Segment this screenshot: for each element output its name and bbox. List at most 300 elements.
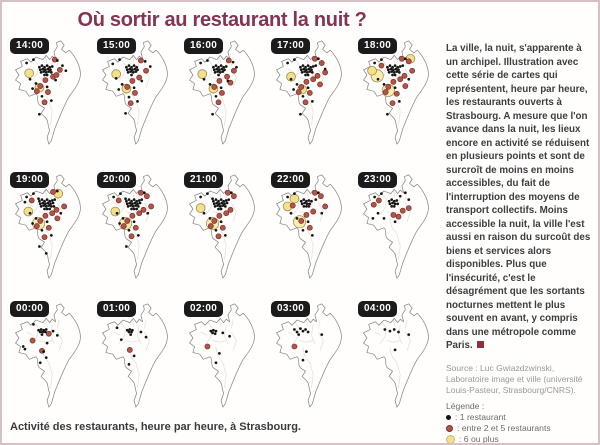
restaurant-dot xyxy=(52,202,55,205)
restaurant-dot xyxy=(373,196,376,199)
restaurant-dot xyxy=(308,205,311,208)
district-line xyxy=(45,56,47,64)
restaurant-dot xyxy=(45,89,50,94)
restaurant-dot xyxy=(221,204,224,207)
restaurant-dot xyxy=(46,74,49,77)
restaurant-dot xyxy=(217,208,220,211)
restaurant-dot xyxy=(129,70,132,73)
restaurant-dot xyxy=(128,101,133,106)
restaurant-dot xyxy=(227,198,230,201)
restaurant-dot xyxy=(390,198,393,201)
restaurant-dot xyxy=(225,199,228,202)
restaurant-dot xyxy=(133,208,136,211)
restaurant-dot xyxy=(318,194,323,199)
restaurant-dot xyxy=(216,204,219,207)
restaurant-dot xyxy=(32,58,35,61)
restaurant-dot xyxy=(41,64,44,67)
restaurant-dot xyxy=(111,207,120,216)
legend xyxy=(446,401,594,444)
restaurant-dot xyxy=(389,202,392,205)
restaurant-dot xyxy=(388,200,391,203)
strasbourg-map xyxy=(7,303,94,425)
restaurant-dot xyxy=(140,331,143,334)
restaurant-dot xyxy=(311,100,314,103)
restaurant-dot xyxy=(56,59,59,62)
restaurant-dot xyxy=(221,68,224,71)
restaurant-dot xyxy=(56,190,59,193)
restaurant-dot xyxy=(48,208,51,211)
time-badge: 23:00 xyxy=(358,172,397,188)
strasbourg-map xyxy=(181,174,268,296)
map-cell xyxy=(355,299,442,423)
restaurant-dot xyxy=(137,75,142,80)
district-line xyxy=(119,59,126,81)
time-badge: 17:00 xyxy=(271,38,310,54)
restaurant-dot xyxy=(299,218,304,223)
restaurant-dot xyxy=(301,202,304,205)
restaurant-dot xyxy=(139,202,142,205)
restaurant-dot xyxy=(406,59,411,64)
district-line xyxy=(206,59,213,81)
restaurant-dot xyxy=(64,69,67,72)
restaurant-dot xyxy=(407,198,410,201)
restaurant-dot xyxy=(127,71,130,74)
restaurant-dot xyxy=(61,64,64,67)
restaurant-dot xyxy=(220,225,225,230)
restaurant-dot xyxy=(116,326,119,329)
restaurant-dot xyxy=(377,212,380,215)
restaurant-dot xyxy=(393,328,396,331)
restaurant-dot xyxy=(307,74,310,77)
restaurant-dot xyxy=(296,331,299,334)
restaurant-dot xyxy=(225,74,230,79)
restaurant-dot xyxy=(42,70,45,73)
restaurant-dot xyxy=(31,222,34,225)
legend-dot-icon xyxy=(446,435,455,444)
restaurant-dot xyxy=(214,205,217,208)
restaurant-dot xyxy=(315,73,320,78)
restaurant-dot xyxy=(395,199,398,202)
restaurant-dot xyxy=(386,84,391,89)
restaurant-dot xyxy=(53,198,56,201)
map-cell xyxy=(7,36,94,170)
restaurant-dot xyxy=(50,71,53,74)
restaurant-dot xyxy=(323,204,328,209)
map-cell xyxy=(268,170,355,299)
restaurant-dot xyxy=(227,80,230,83)
restaurant-dot xyxy=(51,65,54,68)
district-line xyxy=(380,193,387,215)
restaurant-dot xyxy=(401,64,404,67)
restaurant-dot xyxy=(122,217,125,220)
restaurant-dot xyxy=(219,205,222,208)
map-cell xyxy=(7,299,94,423)
restaurant-dot xyxy=(390,70,393,73)
restaurant-dot xyxy=(226,58,231,63)
strasbourg-map xyxy=(181,40,268,162)
district-line xyxy=(318,320,320,329)
restaurant-dot xyxy=(32,323,35,326)
time-badge: 14:00 xyxy=(10,38,49,54)
restaurant-dot xyxy=(380,58,383,61)
district-line xyxy=(390,347,400,388)
restaurant-dot xyxy=(40,205,43,208)
restaurant-dot xyxy=(215,229,218,232)
restaurant-dot xyxy=(231,68,236,73)
restaurant-dot xyxy=(399,56,404,61)
restaurant-dot xyxy=(34,89,39,94)
restaurant-dot xyxy=(42,350,45,353)
restaurant-dot xyxy=(198,70,207,79)
source-credit: Source : Luc Gwiazdzwinski, Laboratoire image et ville (université Louis-Pasteur, Strasbourg/CNRS). xyxy=(446,362,583,395)
restaurant-dot xyxy=(302,229,305,232)
district-line xyxy=(144,320,146,329)
restaurant-dot xyxy=(138,190,143,195)
restaurant-dot xyxy=(134,68,137,71)
restaurant-dot xyxy=(29,78,32,81)
restaurant-dot xyxy=(299,327,302,330)
restaurant-dot xyxy=(128,96,131,99)
restaurant-dot xyxy=(406,206,411,211)
strasbourg-map xyxy=(7,174,94,296)
restaurant-dot xyxy=(130,78,135,83)
strasbourg-map xyxy=(181,303,268,425)
district-line xyxy=(132,319,134,327)
restaurant-dot xyxy=(215,68,218,71)
restaurant-dot xyxy=(112,196,115,199)
restaurant-dot xyxy=(129,234,134,239)
restaurant-dot xyxy=(199,196,202,199)
restaurant-dot xyxy=(125,245,128,248)
restaurant-dot xyxy=(119,192,122,195)
restaurant-dot xyxy=(209,217,212,220)
restaurant-dot xyxy=(128,198,131,201)
restaurant-dot xyxy=(220,198,223,201)
restaurant-dot xyxy=(40,71,43,74)
restaurant-dot xyxy=(46,86,49,89)
restaurant-dot xyxy=(130,331,133,334)
district-line xyxy=(132,56,134,64)
time-badge: 21:00 xyxy=(184,172,223,188)
restaurant-dot xyxy=(39,68,42,71)
strasbourg-map xyxy=(268,174,355,296)
restaurant-dot xyxy=(293,192,296,195)
restaurant-dot xyxy=(389,68,392,71)
restaurant-dot xyxy=(41,198,44,201)
time-badge: 18:00 xyxy=(358,38,397,54)
restaurant-dot xyxy=(391,212,396,217)
district-line xyxy=(288,332,295,335)
restaurant-dot xyxy=(143,68,148,73)
map-cell xyxy=(181,170,268,299)
time-badge: 01:00 xyxy=(97,301,136,317)
restaurant-dot xyxy=(38,84,43,89)
restaurant-dot xyxy=(224,211,229,216)
restaurant-dot xyxy=(319,60,324,65)
restaurant-dot xyxy=(312,56,317,61)
restaurant-dot xyxy=(394,220,397,223)
restaurant-dot xyxy=(145,336,148,339)
restaurant-dot xyxy=(404,57,407,60)
restaurant-dot xyxy=(398,100,401,103)
restaurant-dot xyxy=(209,83,212,86)
restaurant-dot xyxy=(121,83,124,86)
restaurant-dot xyxy=(286,62,289,65)
restaurant-dot xyxy=(32,192,35,195)
restaurant-dot xyxy=(399,65,402,68)
restaurant-dot xyxy=(41,333,44,336)
restaurant-dot xyxy=(46,342,49,345)
restaurant-dot xyxy=(45,356,48,359)
restaurant-dot xyxy=(216,100,221,105)
restaurant-dot xyxy=(38,66,41,69)
restaurant-dot xyxy=(299,113,302,116)
restaurant-dot xyxy=(52,330,55,333)
restaurant-dot xyxy=(371,202,376,207)
restaurant-dot xyxy=(391,202,394,205)
district-line xyxy=(132,190,134,198)
restaurant-dot xyxy=(141,207,146,212)
restaurant-dot xyxy=(380,192,383,195)
time-badge: 19:00 xyxy=(10,172,49,188)
restaurant-dot xyxy=(31,87,34,90)
restaurant-dot xyxy=(299,66,302,69)
restaurant-dot xyxy=(50,99,53,102)
restaurant-dot xyxy=(50,234,53,237)
restaurant-dot xyxy=(125,200,128,203)
restaurant-dot xyxy=(214,71,217,74)
restaurant-dot xyxy=(407,333,410,336)
district-line xyxy=(306,190,308,198)
article-body xyxy=(446,42,594,353)
restaurant-dot xyxy=(134,202,137,205)
restaurant-dot xyxy=(203,78,206,81)
restaurant-dot xyxy=(135,208,138,211)
restaurant-dot xyxy=(196,204,205,213)
restaurant-dot xyxy=(46,220,49,223)
restaurant-dot xyxy=(290,212,293,215)
restaurant-dot xyxy=(402,73,407,78)
restaurant-dot xyxy=(290,203,295,208)
restaurant-dot xyxy=(221,202,224,205)
restaurant-dot xyxy=(304,79,309,84)
restaurant-dot xyxy=(43,208,46,211)
restaurant-dot xyxy=(304,212,309,217)
district-line xyxy=(45,190,47,198)
restaurant-dot xyxy=(138,199,141,202)
restaurant-dot xyxy=(205,344,210,349)
restaurant-dot xyxy=(301,71,304,74)
restaurant-dot xyxy=(116,198,121,203)
time-badge: 22:00 xyxy=(271,172,310,188)
restaurant-dot xyxy=(133,220,136,223)
restaurant-dot xyxy=(24,348,27,351)
restaurant-dot xyxy=(299,84,304,89)
restaurant-dot xyxy=(206,192,209,195)
restaurant-dot xyxy=(30,338,35,343)
article-text: La ville, la nuit, s'apparente à un archipel. Illustration avec cette série de cartes qui représentent, heure par heure, les restaurants ouverts à Strasbourg. A mesure que l'on avance dans la nuit, les lieux encore en activité se réduisent en plusieurs points et sont de surcroît de moins en moins accessibles, du fait de l'interruption des moyens de transport collectifs. Moins accessible la nuit, la ville l'est aussi en raison du surcoût des biens et services alors disponibles. Plus que l'insécurité, c'est le désagrément que les sortants nocturnes mettent le plus souvent en avant, y compris dans une métropole comme Paris. xyxy=(446,43,591,352)
restaurant-dot xyxy=(213,68,216,71)
restaurant-dot xyxy=(224,234,227,237)
restaurant-dot xyxy=(307,331,310,334)
restaurant-dot xyxy=(38,245,41,248)
district-line xyxy=(219,190,221,198)
restaurant-dot xyxy=(29,212,32,215)
restaurant-dot xyxy=(59,212,62,215)
restaurant-dot xyxy=(25,69,34,78)
restaurant-dot xyxy=(24,201,27,204)
restaurant-dot xyxy=(213,202,216,205)
restaurant-dot xyxy=(45,328,48,331)
district-line xyxy=(306,319,308,327)
restaurant-dot xyxy=(308,202,311,205)
time-badge: 00:00 xyxy=(10,301,49,317)
district-line xyxy=(393,319,395,327)
district-line xyxy=(144,332,149,351)
restaurant-dot xyxy=(50,211,55,216)
restaurant-dot xyxy=(137,205,140,208)
restaurant-dot xyxy=(57,67,62,72)
restaurant-dot xyxy=(35,82,38,85)
restaurant-dot xyxy=(41,229,44,232)
restaurant-dot xyxy=(140,80,143,83)
restaurant-dot xyxy=(300,68,303,71)
restaurant-dot xyxy=(293,328,296,331)
restaurant-dot xyxy=(386,113,389,116)
district-line xyxy=(387,341,401,343)
restaurant-dot xyxy=(125,218,130,223)
strasbourg-map xyxy=(355,174,442,296)
city-outline xyxy=(277,304,342,407)
restaurant-dot xyxy=(307,90,312,95)
city-outline xyxy=(364,175,429,278)
restaurant-dot xyxy=(386,66,389,69)
restaurant-dot xyxy=(393,71,396,74)
restaurant-dot xyxy=(394,91,399,96)
restaurant-dot xyxy=(312,190,317,195)
district-line xyxy=(45,319,47,327)
restaurant-dot xyxy=(410,68,415,73)
restaurant-dot xyxy=(37,197,40,200)
restaurant-dot xyxy=(43,213,48,218)
restaurant-dot xyxy=(311,209,316,214)
restaurant-dot xyxy=(225,65,228,68)
restaurant-dot xyxy=(314,198,317,201)
restaurant-dot xyxy=(129,204,132,207)
strasbourg-map xyxy=(94,174,181,296)
restaurant-dot xyxy=(225,190,230,195)
restaurant-dot xyxy=(134,204,137,207)
restaurant-dot xyxy=(137,234,140,237)
restaurant-dot xyxy=(42,100,47,105)
restaurant-dot xyxy=(215,95,218,98)
restaurant-dot xyxy=(394,64,397,67)
restaurant-dot xyxy=(394,202,397,205)
restaurant-dot xyxy=(399,195,402,198)
restaurant-dot xyxy=(214,332,217,335)
restaurant-dot xyxy=(53,205,56,208)
restaurant-dot xyxy=(397,331,400,334)
district-line xyxy=(57,320,59,329)
restaurant-dot xyxy=(216,234,221,239)
district-line xyxy=(390,218,400,259)
restaurant-dot xyxy=(311,71,314,74)
restaurant-dot xyxy=(390,101,395,106)
restaurant-dot xyxy=(140,198,143,201)
article-column xyxy=(446,42,594,445)
city-outline xyxy=(364,304,429,407)
restaurant-dot xyxy=(286,196,289,199)
restaurant-dot xyxy=(132,205,135,208)
restaurant-dot xyxy=(308,199,311,202)
legend-item xyxy=(446,423,594,433)
strasbourg-map xyxy=(355,303,442,425)
time-badge: 20:00 xyxy=(97,172,136,188)
restaurant-dot xyxy=(292,344,297,349)
restaurant-dot xyxy=(215,202,218,205)
restaurant-dot xyxy=(129,333,132,336)
restaurant-dot xyxy=(393,205,396,208)
restaurant-dot xyxy=(232,61,235,64)
restaurant-dot xyxy=(215,361,218,364)
district-line xyxy=(27,203,34,206)
strasbourg-map xyxy=(268,40,355,162)
district-line xyxy=(42,347,52,388)
time-badge: 02:00 xyxy=(184,301,223,317)
district-line xyxy=(306,56,308,64)
restaurant-dot xyxy=(307,86,310,89)
restaurant-dot xyxy=(217,74,220,77)
restaurant-dot xyxy=(311,77,316,82)
restaurant-dot xyxy=(215,198,218,201)
district-line xyxy=(300,341,314,343)
restaurant-dot xyxy=(217,213,222,218)
district-line xyxy=(201,332,208,335)
restaurant-dot xyxy=(47,68,50,71)
legend-item xyxy=(446,434,594,444)
end-of-article-square xyxy=(477,341,484,348)
restaurant-dot xyxy=(304,328,307,331)
restaurant-dot xyxy=(41,95,44,98)
restaurant-dot xyxy=(128,229,131,232)
restaurant-dot xyxy=(217,78,222,83)
strasbourg-map xyxy=(94,303,181,425)
restaurant-dot xyxy=(302,64,305,67)
legend-label: : 1 restaurant xyxy=(455,412,506,422)
restaurant-dot xyxy=(144,60,147,63)
district-line xyxy=(380,322,387,344)
restaurant-dot xyxy=(121,223,126,228)
restaurant-dot xyxy=(220,86,223,89)
restaurant-dot xyxy=(35,217,38,220)
district-line xyxy=(231,320,233,329)
restaurant-dot xyxy=(300,200,303,203)
restaurant-dot xyxy=(118,222,121,225)
restaurant-dot xyxy=(398,77,403,82)
restaurant-dot xyxy=(128,64,131,67)
restaurant-dot xyxy=(308,70,311,73)
restaurant-dot xyxy=(44,331,47,334)
restaurant-dot xyxy=(302,359,305,362)
restaurant-dot xyxy=(138,58,143,63)
restaurant-dot xyxy=(41,68,44,71)
restaurant-dot xyxy=(221,70,224,73)
district-line xyxy=(219,56,221,64)
restaurant-dot xyxy=(398,71,401,74)
restaurant-dot xyxy=(305,350,308,353)
restaurant-dot xyxy=(55,216,60,221)
restaurant-dot xyxy=(383,217,386,220)
